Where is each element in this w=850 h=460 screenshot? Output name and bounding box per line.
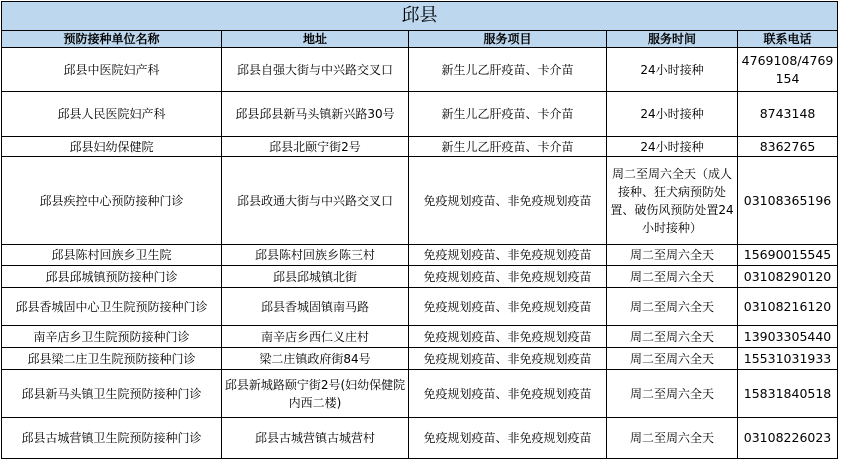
cell-time: 周二至周六全天 bbox=[607, 370, 738, 418]
cell-unit-name: 邱县梁二庄卫生院预防接种门诊 bbox=[2, 348, 222, 370]
cell-address: 南辛店乡西仁义庄村 bbox=[222, 326, 409, 348]
cell-phone: 13903305440 bbox=[738, 326, 838, 348]
col-header-address: 地址 bbox=[222, 31, 409, 48]
cell-address: 邱县邱县新马头镇新兴路30号 bbox=[222, 92, 409, 137]
cell-service: 免疫规划疫苗、非免疫规划疫苗 bbox=[409, 370, 607, 418]
cell-address: 邱县古城营镇古城营村 bbox=[222, 418, 409, 459]
cell-time: 周二至周六全天（成人接种、狂犬病预防处置、破伤风预防处置24小时接种） bbox=[607, 157, 738, 245]
table-row bbox=[2, 245, 838, 266]
cell-service: 免疫规划疫苗、非免疫规划疫苗 bbox=[409, 245, 607, 266]
cell-service: 免疫规划疫苗、非免疫规划疫苗 bbox=[409, 348, 607, 370]
cell-phone: 4769108/4769154 bbox=[738, 48, 838, 92]
cell-unit-name: 邱县邱城镇预防接种门诊 bbox=[2, 266, 222, 288]
cell-unit-name: 邱县新马头镇卫生院预防接种门诊 bbox=[2, 370, 222, 418]
cell-address: 邱县邱城镇北街 bbox=[222, 266, 409, 288]
cell-phone: 03108226023 bbox=[738, 418, 838, 459]
cell-address: 邱县陈村回族乡陈三村 bbox=[222, 245, 409, 266]
col-header-time: 服务时间 bbox=[607, 31, 738, 48]
cell-unit-name: 邱县古城营镇卫生院预防接种门诊 bbox=[2, 418, 222, 459]
cell-unit-name: 邱县中医院妇产科 bbox=[2, 48, 222, 92]
table-row bbox=[2, 348, 838, 370]
col-header-service: 服务项目 bbox=[409, 31, 607, 48]
cell-phone: 8362765 bbox=[738, 137, 838, 157]
cell-time: 24小时接种 bbox=[607, 137, 738, 157]
cell-service: 新生儿乙肝疫苗、卡介苗 bbox=[409, 48, 607, 92]
cell-time: 24小时接种 bbox=[607, 48, 738, 92]
col-header-unit-name: 预防接种单位名称 bbox=[2, 31, 222, 48]
cell-address: 邱县北颐宁街2号 bbox=[222, 137, 409, 157]
cell-address: 邱县香城固镇南马路 bbox=[222, 288, 409, 326]
cell-address: 邱县新城路颐宁街2号(妇幼保健院内西二楼) bbox=[222, 370, 409, 418]
cell-service: 免疫规划疫苗、非免疫规划疫苗 bbox=[409, 288, 607, 326]
cell-phone: 03108365196 bbox=[738, 157, 838, 245]
cell-service: 新生儿乙肝疫苗、卡介苗 bbox=[409, 137, 607, 157]
cell-time: 周二至周六全天 bbox=[607, 348, 738, 370]
cell-phone: 15831840518 bbox=[738, 370, 838, 418]
table-row bbox=[2, 370, 838, 418]
col-header-phone: 联系电话 bbox=[738, 31, 838, 48]
cell-unit-name: 南辛店乡卫生院预防接种门诊 bbox=[2, 326, 222, 348]
cell-unit-name: 邱县陈村回族乡卫生院 bbox=[2, 245, 222, 266]
cell-time: 周二至周六全天 bbox=[607, 326, 738, 348]
table-row bbox=[2, 92, 838, 137]
table-title: 邱县 bbox=[2, 2, 838, 31]
cell-phone: 15531031933 bbox=[738, 348, 838, 370]
table-row bbox=[2, 326, 838, 348]
cell-service: 免疫规划疫苗、非免疫规划疫苗 bbox=[409, 157, 607, 245]
vaccination-table bbox=[1, 1, 838, 459]
cell-address: 邱县政通大街与中兴路交叉口 bbox=[222, 157, 409, 245]
cell-unit-name: 邱县人民医院妇产科 bbox=[2, 92, 222, 137]
cell-service: 新生儿乙肝疫苗、卡介苗 bbox=[409, 92, 607, 137]
cell-phone: 03108290120 bbox=[738, 266, 838, 288]
cell-phone: 03108216120 bbox=[738, 288, 838, 326]
cell-unit-name: 邱县疾控中心预防接种门诊 bbox=[2, 157, 222, 245]
cell-service: 免疫规划疫苗、非免疫规划疫苗 bbox=[409, 326, 607, 348]
cell-unit-name: 邱县妇幼保健院 bbox=[2, 137, 222, 157]
cell-time: 24小时接种 bbox=[607, 92, 738, 137]
table-row bbox=[2, 137, 838, 157]
cell-time: 周二至周六全天 bbox=[607, 266, 738, 288]
cell-phone: 15690015545 bbox=[738, 245, 838, 266]
table-row bbox=[2, 157, 838, 245]
cell-time: 周二至周六全天 bbox=[607, 288, 738, 326]
table-row bbox=[2, 418, 838, 459]
cell-address: 邱县自强大街与中兴路交叉口 bbox=[222, 48, 409, 92]
cell-phone: 8743148 bbox=[738, 92, 838, 137]
cell-address: 梁二庄镇政府街84号 bbox=[222, 348, 409, 370]
cell-time: 周二至周六全天 bbox=[607, 418, 738, 459]
cell-unit-name: 邱县香城固中心卫生院预防接种门诊 bbox=[2, 288, 222, 326]
cell-service: 免疫规划疫苗、非免疫规划疫苗 bbox=[409, 418, 607, 459]
cell-service: 免疫规划疫苗、非免疫规划疫苗 bbox=[409, 266, 607, 288]
cell-time: 周二至周六全天 bbox=[607, 245, 738, 266]
table-row bbox=[2, 48, 838, 92]
table-row bbox=[2, 288, 838, 326]
table-row bbox=[2, 266, 838, 288]
